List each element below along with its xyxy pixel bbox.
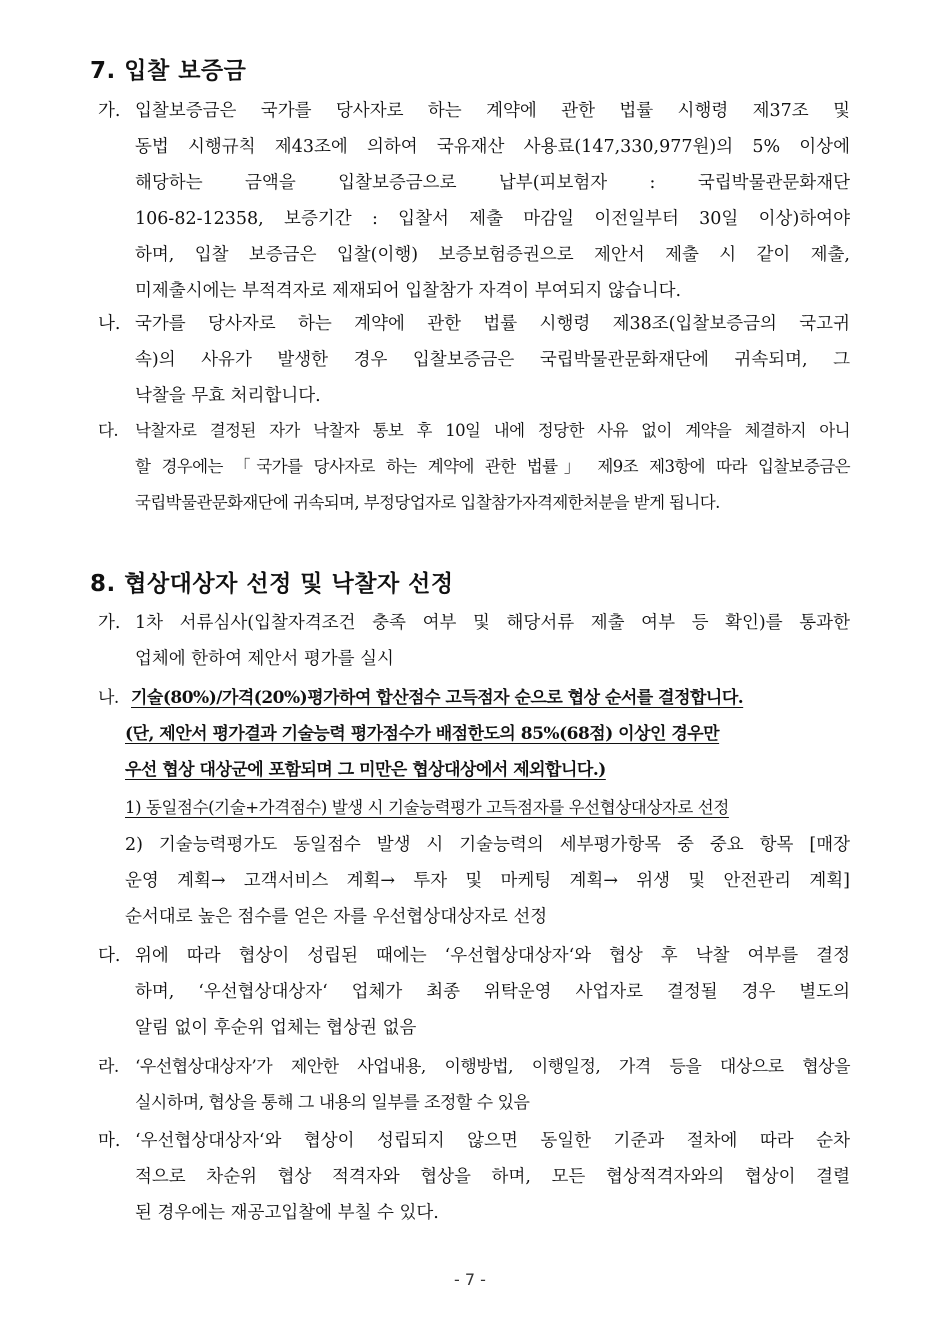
- item-marker: 가.: [98, 613, 121, 633]
- text-line: 된 경우에는 재공고입찰에 부칠 수 있다.: [135, 1203, 439, 1223]
- text-line: 국가를 당사자로 하는 계약에 관한 법률 시행령 제38조(입찰보증금의 국고귀: [135, 314, 850, 334]
- text-line: 하며, ‘우선협상대상자‘ 업체가 최종 위탁운영 사업자로 결정될 경우 별도의: [135, 982, 850, 1002]
- text-line: 1차 서류심사(입찰자격조건 충족 여부 및 해당서류 제출 여부 등 확인)를 통과한: [135, 613, 850, 633]
- text-line: 입찰보증금은 국가를 당사자로 하는 계약에 관한 법률 시행령 제37조 및: [135, 101, 850, 121]
- text-line: 할 경우에는 「국가를 당사자로 하는 계약에 관한 법률」 제9조 제3항에 따라 입찰보증금은: [135, 457, 850, 476]
- section-8-sub-2: [125, 827, 850, 935]
- section-8-sub-1: [125, 790, 850, 826]
- section-8-heading: 8. 협상대상자 선정 및 낙찰자 선정: [90, 571, 454, 597]
- section-8-item-da: [98, 938, 850, 1046]
- item-marker: 다.: [98, 421, 118, 440]
- text-line: 낙찰자로 결정된 자가 낙찰자 통보 후 10일 내에 정당한 사유 없이 계약을 체결하지 아니: [135, 421, 850, 440]
- text-line: 운영 계획→ 고객서비스 계획→ 투자 및 마케팅 계획→ 위생 및 안전관리 계획]: [125, 871, 850, 891]
- text-line: 순서대로 높은 점수를 얻은 자를 우선협상대상자로 선정: [125, 907, 548, 927]
- item-marker: 마.: [98, 1131, 121, 1151]
- text-line: 낙찰을 무효 처리합니다.: [135, 386, 321, 406]
- bold-emphasis-line: 기술(80%)/가격(20%)평가하여 합산점수 고득점자 순으로 협상 순서를 결정합니다.: [131, 688, 744, 708]
- item-marker: 라.: [98, 1057, 119, 1077]
- section-7-heading: 7. 입찰 보증금: [90, 58, 247, 84]
- item-marker: 나.: [98, 314, 121, 334]
- section-8-item-ma: [98, 1123, 850, 1231]
- section-8-item-ra: [98, 1049, 850, 1121]
- section-8-item-na: [98, 680, 850, 788]
- text-line: 동법 시행규칙 제43조에 의하여 국유재산 사용료(147,330,977원)의 5% 이상에: [135, 137, 850, 157]
- item-marker: 나.: [98, 688, 119, 708]
- text-line: 국립박물관문화재단에 귀속되며, 부정당업자로 입찰참가자격제한처분을 받게 됩니다.: [135, 493, 720, 512]
- text-line: 업체에 한하여 제안서 평가를 실시: [135, 649, 394, 669]
- text-line: 2) 기술능력평가도 동일점수 발생 시 기술능력의 세부평가항목 중 중요 항목 [매장: [125, 835, 850, 855]
- text-line: 속)의 사유가 발생한 경우 입찰보증금은 국립박물관문화재단에 귀속되며, 그: [135, 350, 850, 370]
- text-line: 해당하는 금액을 입찰보증금으로 납부(피보험자 : 국립박물관문화재단: [135, 173, 850, 193]
- text-line: 알림 없이 후순위 업체는 협상권 없음: [135, 1018, 417, 1038]
- item-marker: 가.: [98, 101, 121, 121]
- text-line: ‘우선협상대상자‘와 협상이 성립되지 않으면 동일한 기준과 절차에 따라 순차: [135, 1131, 850, 1151]
- bold-emphasis-line: (단, 제안서 평가결과 기술능력 평가점수가 배점한도의 85%(68점) 이상인 경우만: [125, 724, 720, 744]
- text-line: ‘우선협상대상자’가 제안한 사업내용, 이행방법, 이행일정, 가격 등을 대상으로 협상을: [135, 1057, 850, 1077]
- text-line: 106-82-12358, 보증기간 : 입찰서 제출 마감일 이전일부터 30일 이상)하여야: [135, 209, 850, 229]
- text-line: 미제출시에는 부적격자로 제재되어 입찰참가 자격이 부여되지 않습니다.: [135, 281, 682, 301]
- text-line: 적으로 차순위 협상 적격자와 협상을 하며, 모든 협상적격자와의 협상이 결렬: [135, 1167, 850, 1187]
- text-line: 위에 따라 협상이 성립된 때에는 ‘우선협상대상자‘와 협상 후 낙찰 여부를 결정: [135, 946, 850, 966]
- text-line: 실시하며, 협상을 통해 그 내용의 일부를 조정할 수 있음: [135, 1093, 530, 1113]
- page-number: - 7 -: [454, 1270, 486, 1289]
- section-7-item-ga: [98, 93, 850, 309]
- section-7-item-na: [98, 306, 850, 414]
- bold-emphasis-line: 우선 협상 대상군에 포함되며 그 미만은 협상대상에서 제외합니다.): [125, 760, 606, 780]
- text-line: 하며, 입찰 보증금은 입찰(이행) 보증보험증권으로 제안서 제출 시 같이 제출,: [135, 245, 850, 265]
- underlined-line: 1) 동일점수(기술+가격점수) 발생 시 기술능력평가 고득점자를 우선협상대상자로 선정: [125, 798, 729, 817]
- item-marker: 다.: [98, 946, 121, 966]
- section-8-item-ga: [98, 605, 850, 677]
- section-7-item-da: [98, 413, 850, 521]
